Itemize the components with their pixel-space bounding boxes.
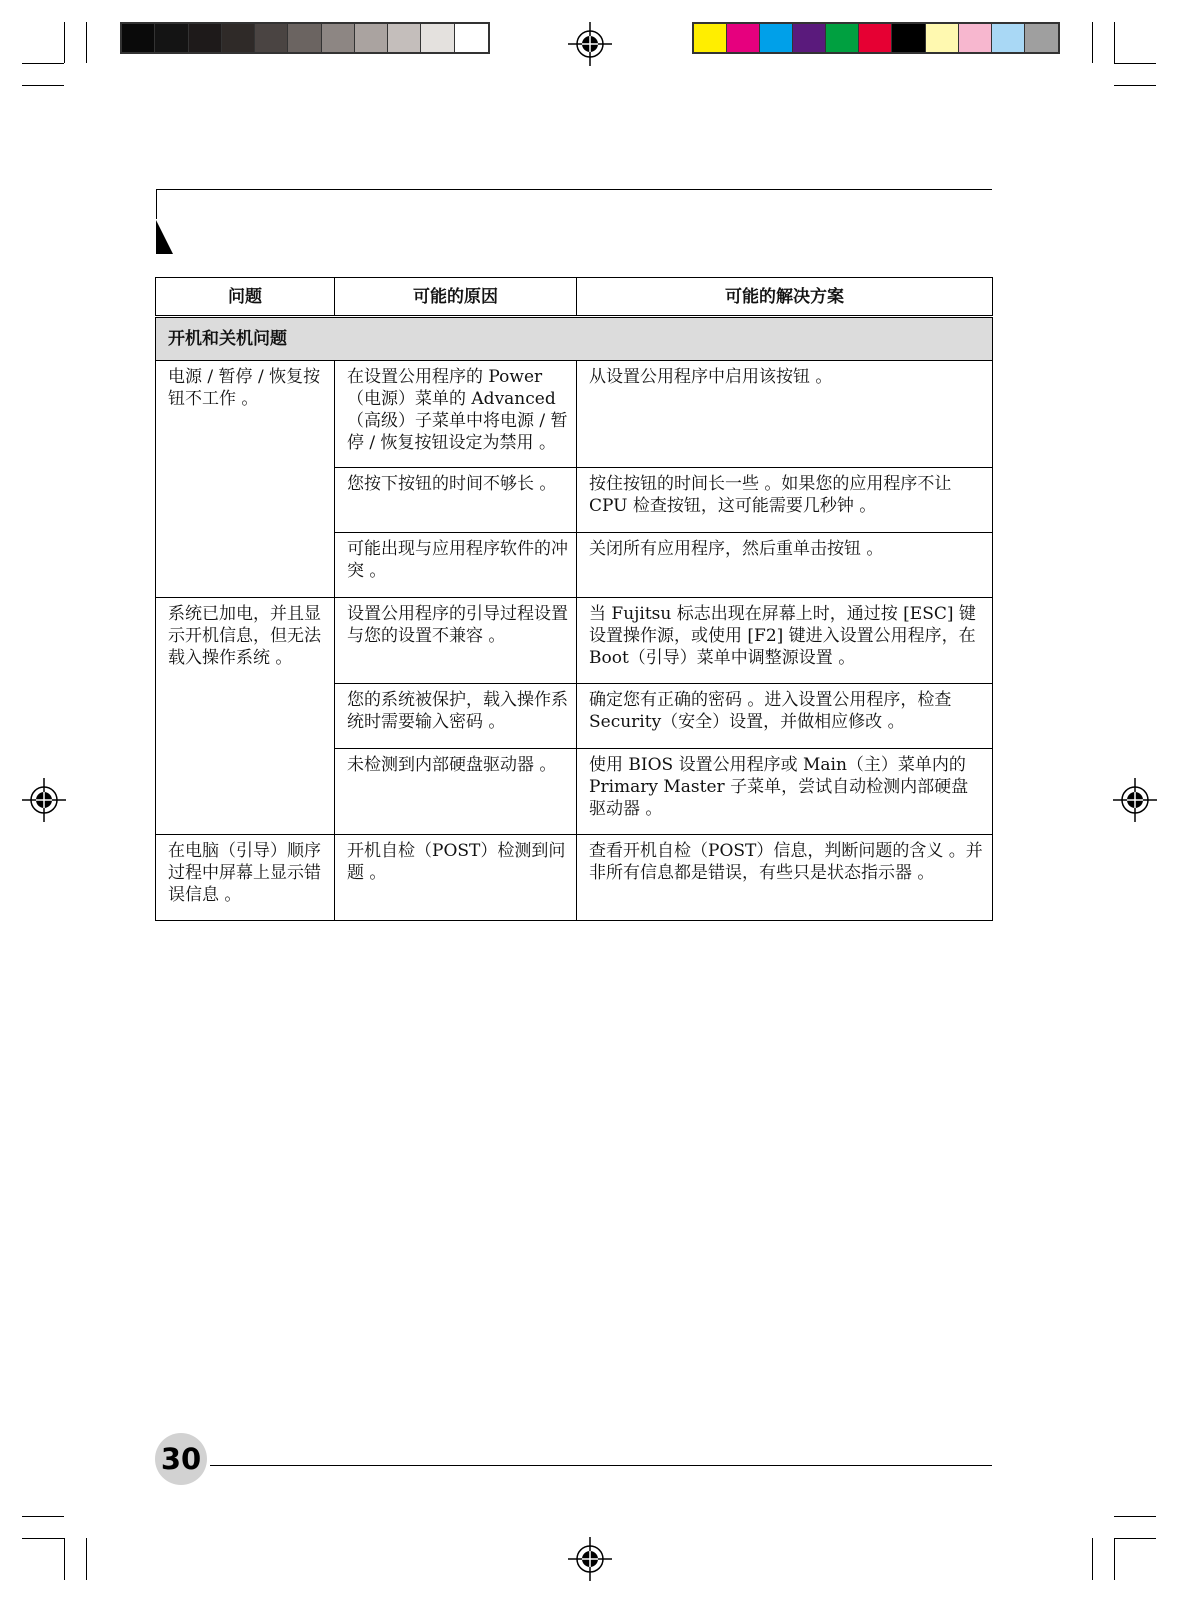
color-swatch [727,24,760,52]
color-swatch [1025,24,1058,52]
problem-cell: 在电脑（引导）顺序过程中屏幕上显示错误信息 。 [156,835,335,921]
color-swatch [892,24,925,52]
color-swatch [859,24,892,52]
registration-mark-icon [1113,778,1157,822]
crop-mark [86,22,87,63]
header-rule [156,189,992,190]
color-swatch [826,24,859,52]
registration-mark-icon [568,1537,612,1581]
crop-mark [64,22,65,63]
problem-cell: 电源 / 暂停 / 恢复按钮不工作 。 [156,361,335,598]
crop-mark [64,1538,65,1580]
process-color-bar [692,22,1060,54]
crop-mark [1114,1538,1156,1539]
table-row [156,835,993,921]
grayscale-color-bar [120,22,490,54]
color-swatch [926,24,959,52]
crop-mark [22,1538,64,1539]
page-number: 30 [160,1442,202,1476]
crop-mark [22,85,64,86]
cause-cell: 可能出现与应用程序软件的冲突 。 [335,533,577,598]
color-swatch [322,24,355,52]
color-swatch [455,24,488,52]
crop-mark [1092,1538,1093,1580]
cause-cell: 设置公用程序的引导过程设置与您的设置不兼容 。 [335,598,577,684]
solution-cell: 确定您有正确的密码 。进入设置公用程序，检查 Security（安全）设置，并做相应修改 。 [577,684,993,749]
table-row [156,361,993,468]
crop-mark [22,1516,64,1517]
column-header-solution: 可能的解决方案 [577,278,993,317]
crop-mark [1114,85,1156,86]
column-header-cause: 可能的原因 [335,278,577,317]
color-swatch [421,24,454,52]
color-swatch [189,24,222,52]
solution-cell: 从设置公用程序中启用该按钮 。 [577,361,993,468]
registration-mark-icon [22,778,66,822]
table-header-row [156,278,993,317]
color-swatch [355,24,388,52]
color-swatch [388,24,421,52]
crop-mark [1092,22,1093,63]
crop-mark [1114,63,1156,64]
section-title: 开机和关机问题 [156,317,993,361]
cause-cell: 您的系统被保护，载入操作系统时需要输入密码 。 [335,684,577,749]
color-swatch [992,24,1025,52]
column-header-problem: 问题 [156,278,335,317]
header-tab-marker [156,220,173,254]
section-row [156,317,993,361]
crop-mark [1114,1516,1156,1517]
color-swatch [155,24,188,52]
crop-mark [22,63,64,64]
cause-cell: 未检测到内部硬盘驱动器 。 [335,749,577,835]
color-swatch [222,24,255,52]
color-swatch [255,24,288,52]
footer-rule [210,1465,992,1466]
cause-cell: 在设置公用程序的 Power（电源）菜单的 Advanced（高级）子菜单中将电源 / 暂停 / 恢复按钮设定为禁用 。 [335,361,577,468]
header-rule [156,189,157,219]
color-swatch [122,24,155,52]
color-swatch [959,24,992,52]
table-row [156,598,993,684]
color-swatch [694,24,727,52]
solution-cell: 使用 BIOS 设置公用程序或 Main（主）菜单内的 Primary Master 子菜单，尝试自动检测内部硬盘驱动器 。 [577,749,993,835]
color-swatch [793,24,826,52]
crop-mark [86,1538,87,1580]
solution-cell: 当 Fujitsu 标志出现在屏幕上时，通过按 [ESC] 键设置操作源，或使用 [F2] 键进入设置公用程序，在 Boot（引导）菜单中调整源设置 。 [577,598,993,684]
solution-cell: 按住按钮的时间长一些 。如果您的应用程序不让 CPU 检查按钮，这可能需要几秒钟 。 [577,468,993,533]
solution-cell: 查看开机自检（POST）信息，判断问题的含义 。并非所有信息都是错误，有些只是状态指示器 。 [577,835,993,921]
color-swatch [760,24,793,52]
cause-cell: 您按下按钮的时间不够长 。 [335,468,577,533]
troubleshooting-table [155,277,993,921]
registration-mark-icon [568,22,612,66]
problem-cell: 系统已加电，并且显示开机信息，但无法载入操作系统 。 [156,598,335,835]
crop-mark [1114,22,1115,63]
cause-cell: 开机自检（POST）检测到问题 。 [335,835,577,921]
color-swatch [288,24,321,52]
solution-cell: 关闭所有应用程序，然后重单击按钮 。 [577,533,993,598]
crop-mark [1114,1538,1115,1580]
